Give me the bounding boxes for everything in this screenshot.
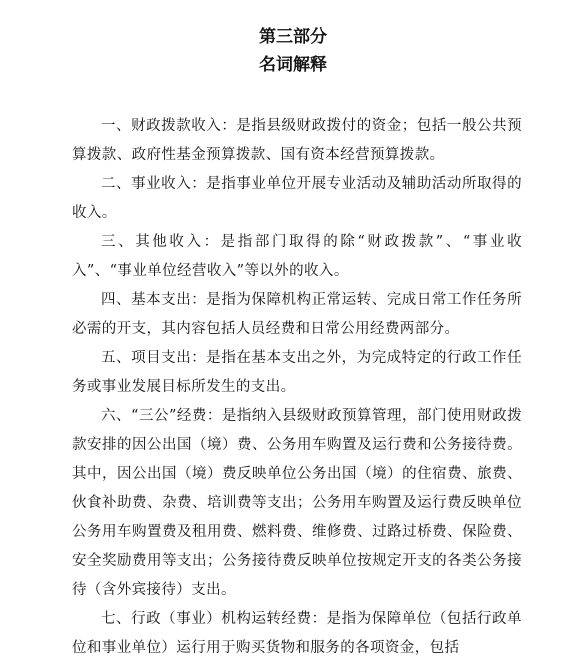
paragraph-project-expenditure: 五、项目支出：是指在基本支出之外，为完成特定的行政工作任务或事业发展目标所发生的支出。 <box>72 350 522 395</box>
document-body <box>72 112 522 663</box>
part-title: 第三部分 <box>259 27 327 47</box>
paragraph-three-public-expenses: 六、“三公”经费：是指纳入县级财政预算管理，部门使用财政拨款安排的因公出国（境）费、公务用车购置及运行费和公务接待费。其中，因公出国（境）费反映单位公务出国（境）的住宿费、旅费、伙食补助费、杂费、培训费等支出；公务用车购置及运行费反映单位公务用车购置费及租用费、燃料费、维修费、过路过桥费、保险费、安全奖励费用等支出；公务接待费反映单位按规定开支的各类公务接待（含外宾接待）支出。 <box>72 408 522 598</box>
section-title: 名词解释 <box>259 55 327 75</box>
paragraph-business-income: 二、事业收入：是指事业单位开展专业活动及辅助活动所取得的收入。 <box>72 176 522 221</box>
paragraph-fiscal-allocation-income: 一、财政拨款收入：是指县级财政拨付的资金；包括一般公共预算拨款、政府性基金预算拨款、国有资本经营预算拨款。 <box>72 118 522 163</box>
paragraph-basic-expenditure: 四、基本支出：是指为保障机构正常运转、完成日常工作任务所必需的开支，其内容包括人员经费和日常公用经费两部分。 <box>72 292 522 337</box>
paragraph-other-income: 三、其他收入：是指部门取得的除“财政拨款”、“事业收入”、“事业单位经营收入”等以外的收入。 <box>72 234 522 279</box>
paragraph-operating-expenses: 七、行政（事业）机构运转经费：是指为保障单位（包括行政单位和事业单位）运行用于购买货物和服务的各项资金，包括 <box>72 611 522 656</box>
